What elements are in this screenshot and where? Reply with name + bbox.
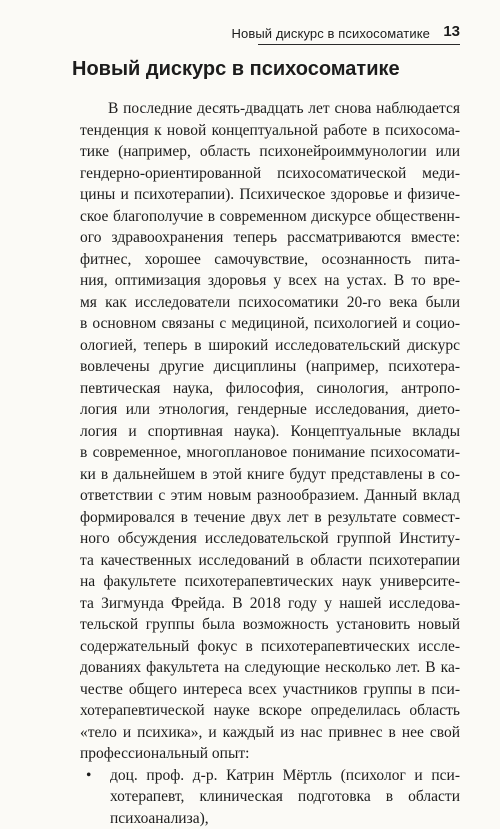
bullet-line: психоанализа), [110,808,460,829]
text-line: тельской группы была возможность установить новый [80,614,460,636]
text-line: тенденция к новой концептуальной работе в психосома- [80,120,460,142]
text-line: фитнес, хорошее самочувствие, осознанность пита- [80,249,460,271]
text-line: дованиях факультета на следующие несколько лет. В ка- [80,657,460,679]
text-line: в современное, многоплановое понимание психосомати- [80,442,460,464]
text-line: певтическая наука, философия, синология, антропо- [80,378,460,400]
text-line: ское благополучие в современном дискурсе общественн- [80,206,460,228]
running-header-title: Новый дискурс в психосоматике [232,26,430,41]
text-line: на факультете психотерапевтических наук университе- [80,571,460,593]
text-line: логия или этнология, гендерные исследования, дието- [80,399,460,421]
body-text [80,98,460,829]
text-line: гендерно-ориентированной психосоматической меди- [80,163,460,185]
text-line: формировался в течение двух лет в результате совмест- [80,507,460,529]
text-line: логия и спортивная наука). Концептуальные вклады [80,421,460,443]
text-line: цины и психотерапии). Психическое здоровье и физиче- [80,184,460,206]
bullet-line: хотерапевт, клиническая подготовка в области [110,786,460,808]
text-line: та качественных исследований в области психотерапии [80,550,460,572]
text-line: ния, оптимизация здоровья у всех на устах. В то вре- [80,270,460,292]
text-line: ответствии с этим новым разнообразием. Данный вклад [80,485,460,507]
text-line: ки в дальнейшем в этой книге будут представлены в со- [80,464,460,486]
text-line: ологией, теперь в широкий исследовательский дискурс [80,335,460,357]
text-line: В последние десять-двадцать лет снова наблюдается [80,98,460,120]
text-line: «тело и психика», и каждый из нас привнес в нее свой [80,722,460,744]
bullet-line: доц. проф. д-р. Катрин Мёртль (психолог и пси- [110,765,460,787]
text-line: тике (например, область психонейроиммунологии или [80,141,460,163]
running-header [0,0,500,46]
header-rule [258,44,460,45]
text-line: вовлечены другие дисциплины (например, психотера- [80,356,460,378]
text-line: та Зигмунда Фрейда. В 2018 году у нашей исследова- [80,593,460,615]
text-line: в основном связаны с медициной, психологией и социо- [80,313,460,335]
bullet-list-item [80,765,460,829]
chapter-title: Новый дискурс в психосоматике [72,58,400,81]
bullet-marker: • [86,765,91,787]
page-number: 13 [443,23,460,40]
text-line: мя как исследователи психосоматики 20-го века были [80,292,460,314]
text-line: содержательный фокус в психотерапевтических иссле- [80,636,460,658]
text-line: ого здравоохранения теперь рассматриваются вместе: [80,227,460,249]
text-line: ного обсуждения исследовательской группой Институ- [80,528,460,550]
text-line: хотерапевтической науке вскоре определилась область [80,700,460,722]
paragraph [80,98,460,765]
text-line: профессиональный опыт: [80,743,460,765]
text-line: честве общего интереса всех участников группы в пси- [80,679,460,701]
